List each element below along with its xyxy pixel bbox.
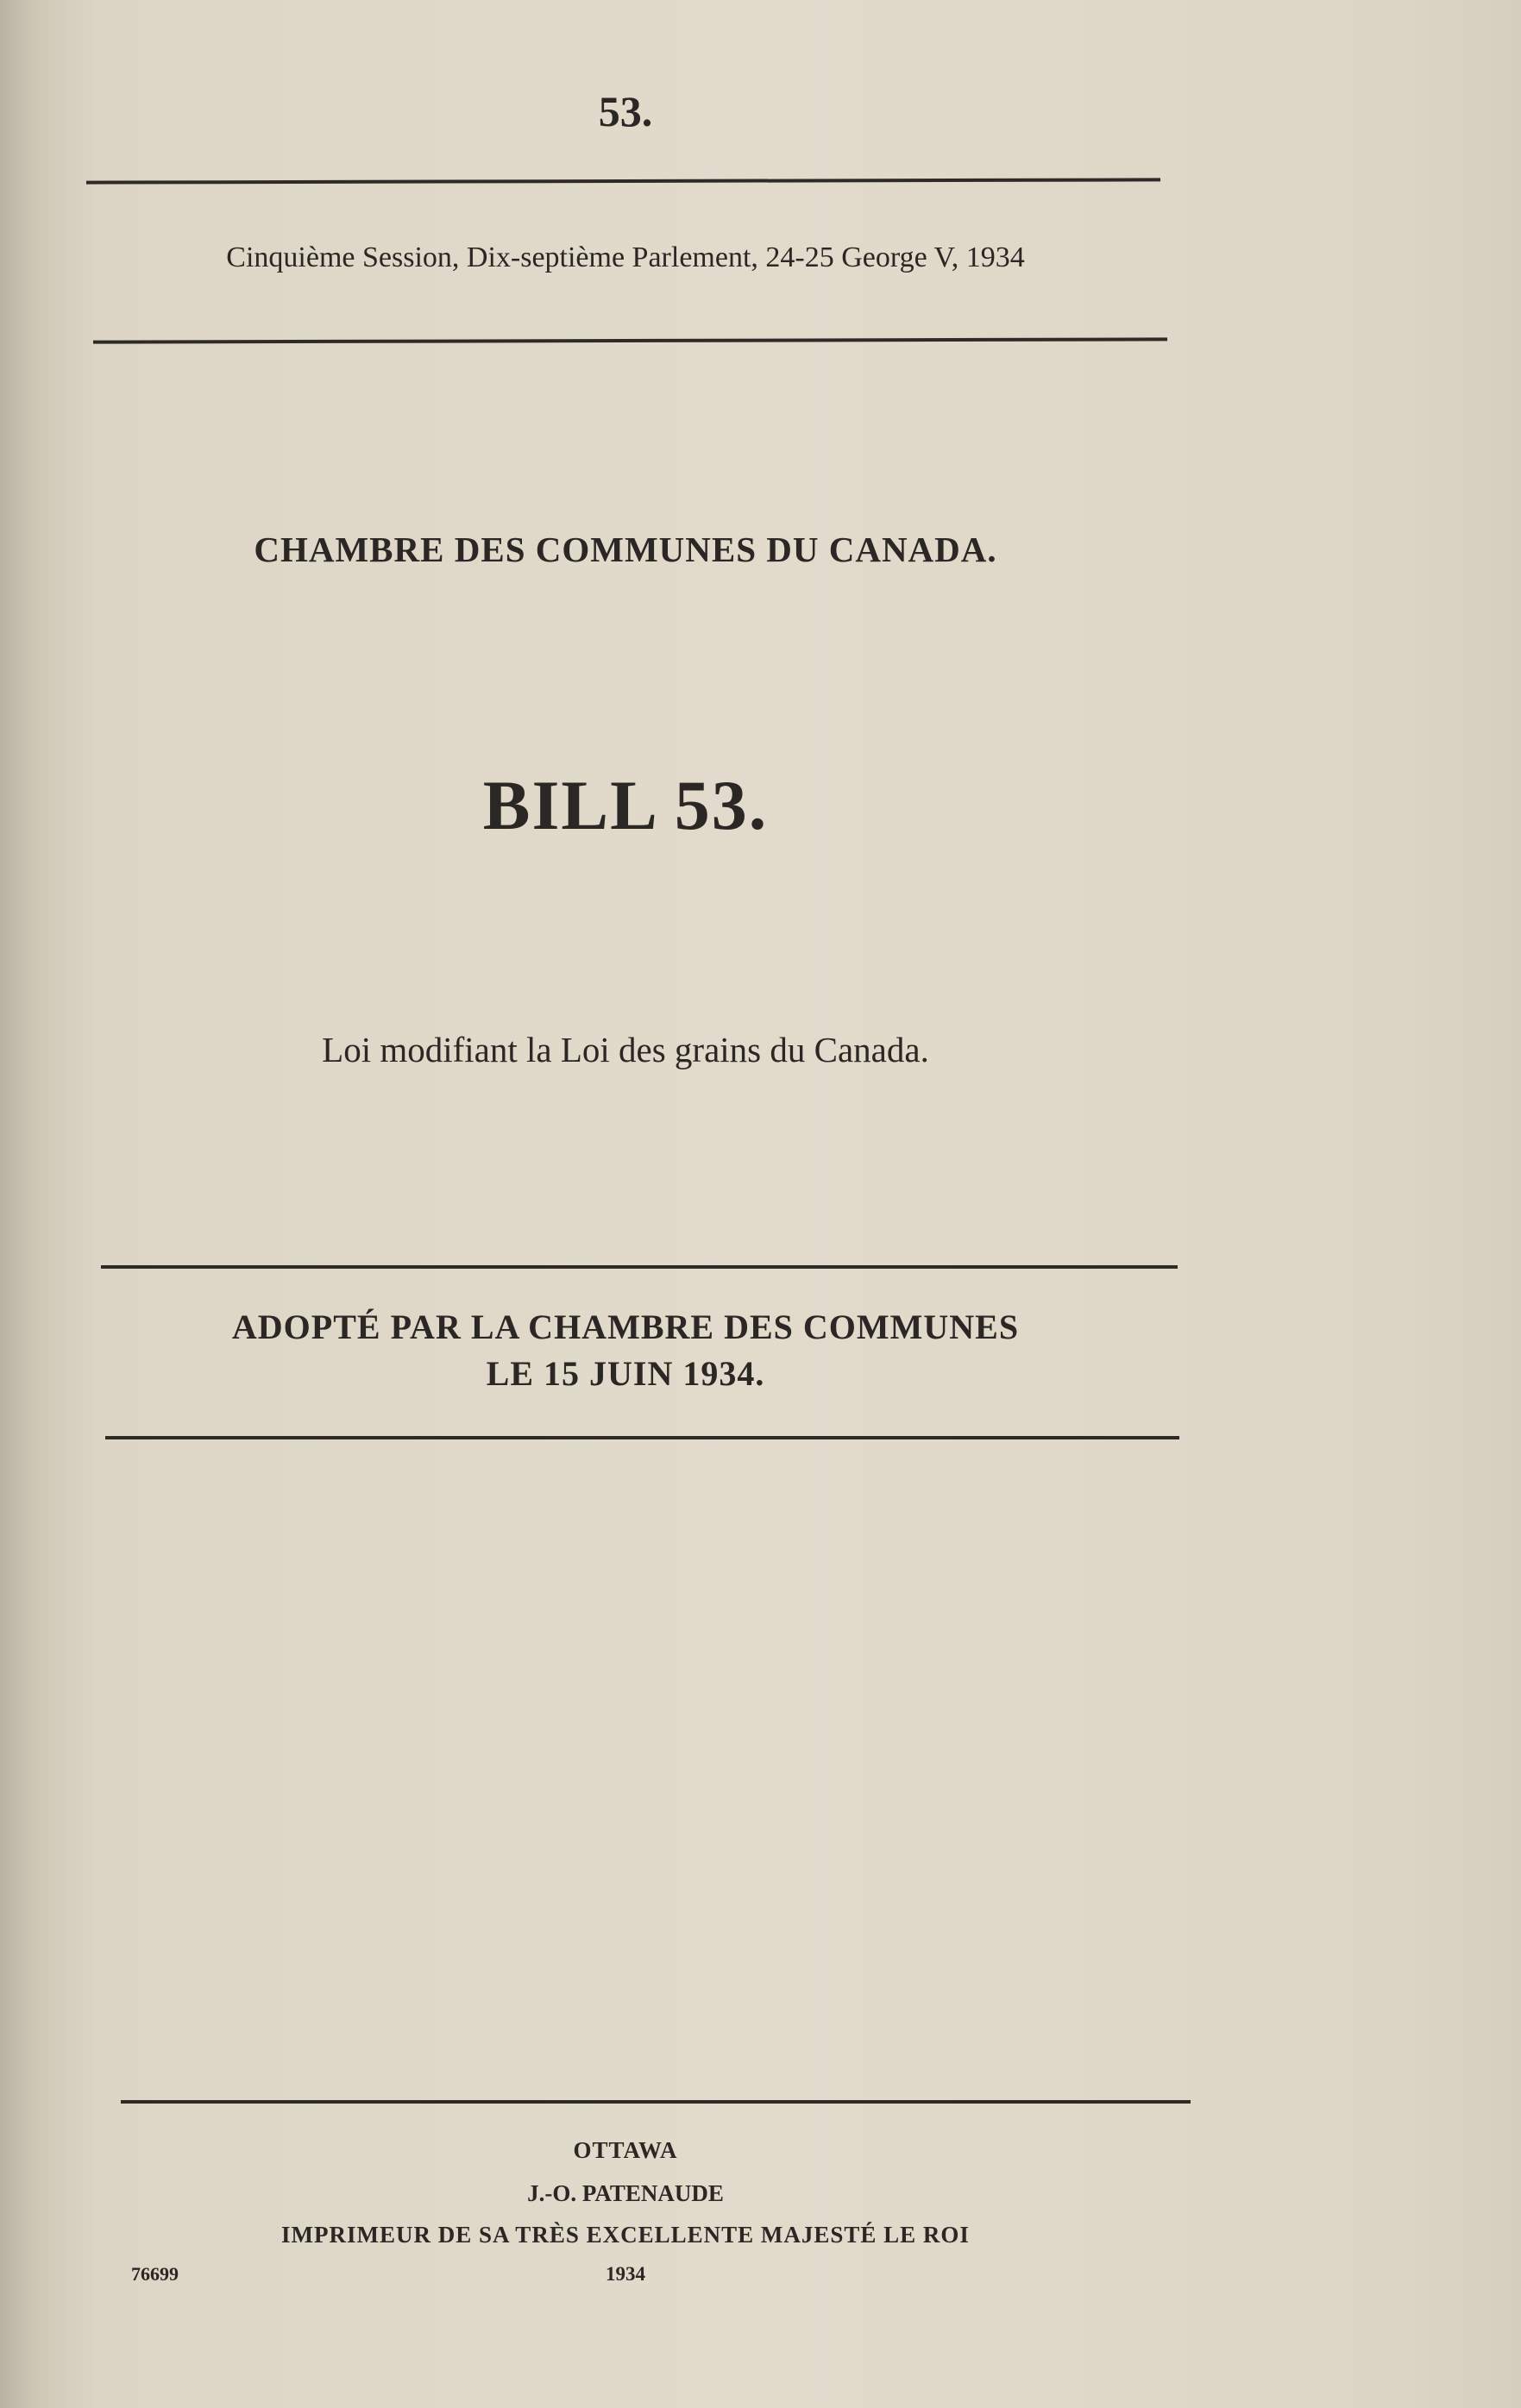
imprint-printer: J.-O. PATENAUDE: [527, 2180, 724, 2206]
bleed-through-texture: [224, 345, 231, 374]
bleed-through-texture: [190, 448, 202, 504]
session-line: Cinquième Session, Dix-septième Parlement, 24-25 George V, 1934: [226, 241, 1025, 273]
adoption-bottom-rule: [105, 1436, 1179, 1439]
page-number: 53.: [598, 87, 653, 135]
session-rule: [93, 337, 1167, 343]
adoption-line-2: LE 15 JUIN 1934.: [486, 1354, 765, 1393]
bill-subject: Loi modifiant la Loi des grains du Canada.: [322, 1030, 929, 1069]
adoption-statement: [86, 1304, 1165, 1397]
imprint-city: OTTAWA: [573, 2137, 678, 2163]
imprint-rule: [121, 2100, 1191, 2104]
bill-number: BILL 53.: [482, 766, 769, 844]
top-rule: [86, 178, 1160, 184]
adoption-line-1: ADOPTÉ PAR LA CHAMBRE DES COMMUNES: [231, 1307, 1020, 1346]
imprint-year: 1934: [606, 2263, 645, 2285]
adoption-top-rule: [101, 1265, 1178, 1269]
imprint-printer-title: IMPRIMEUR DE SA TRÈS EXCELLENTE MAJESTÉ LE ROI: [281, 2222, 970, 2248]
job-number: 76699: [131, 2263, 179, 2285]
house-heading: CHAMBRE DES COMMUNES DU CANADA.: [254, 530, 997, 569]
